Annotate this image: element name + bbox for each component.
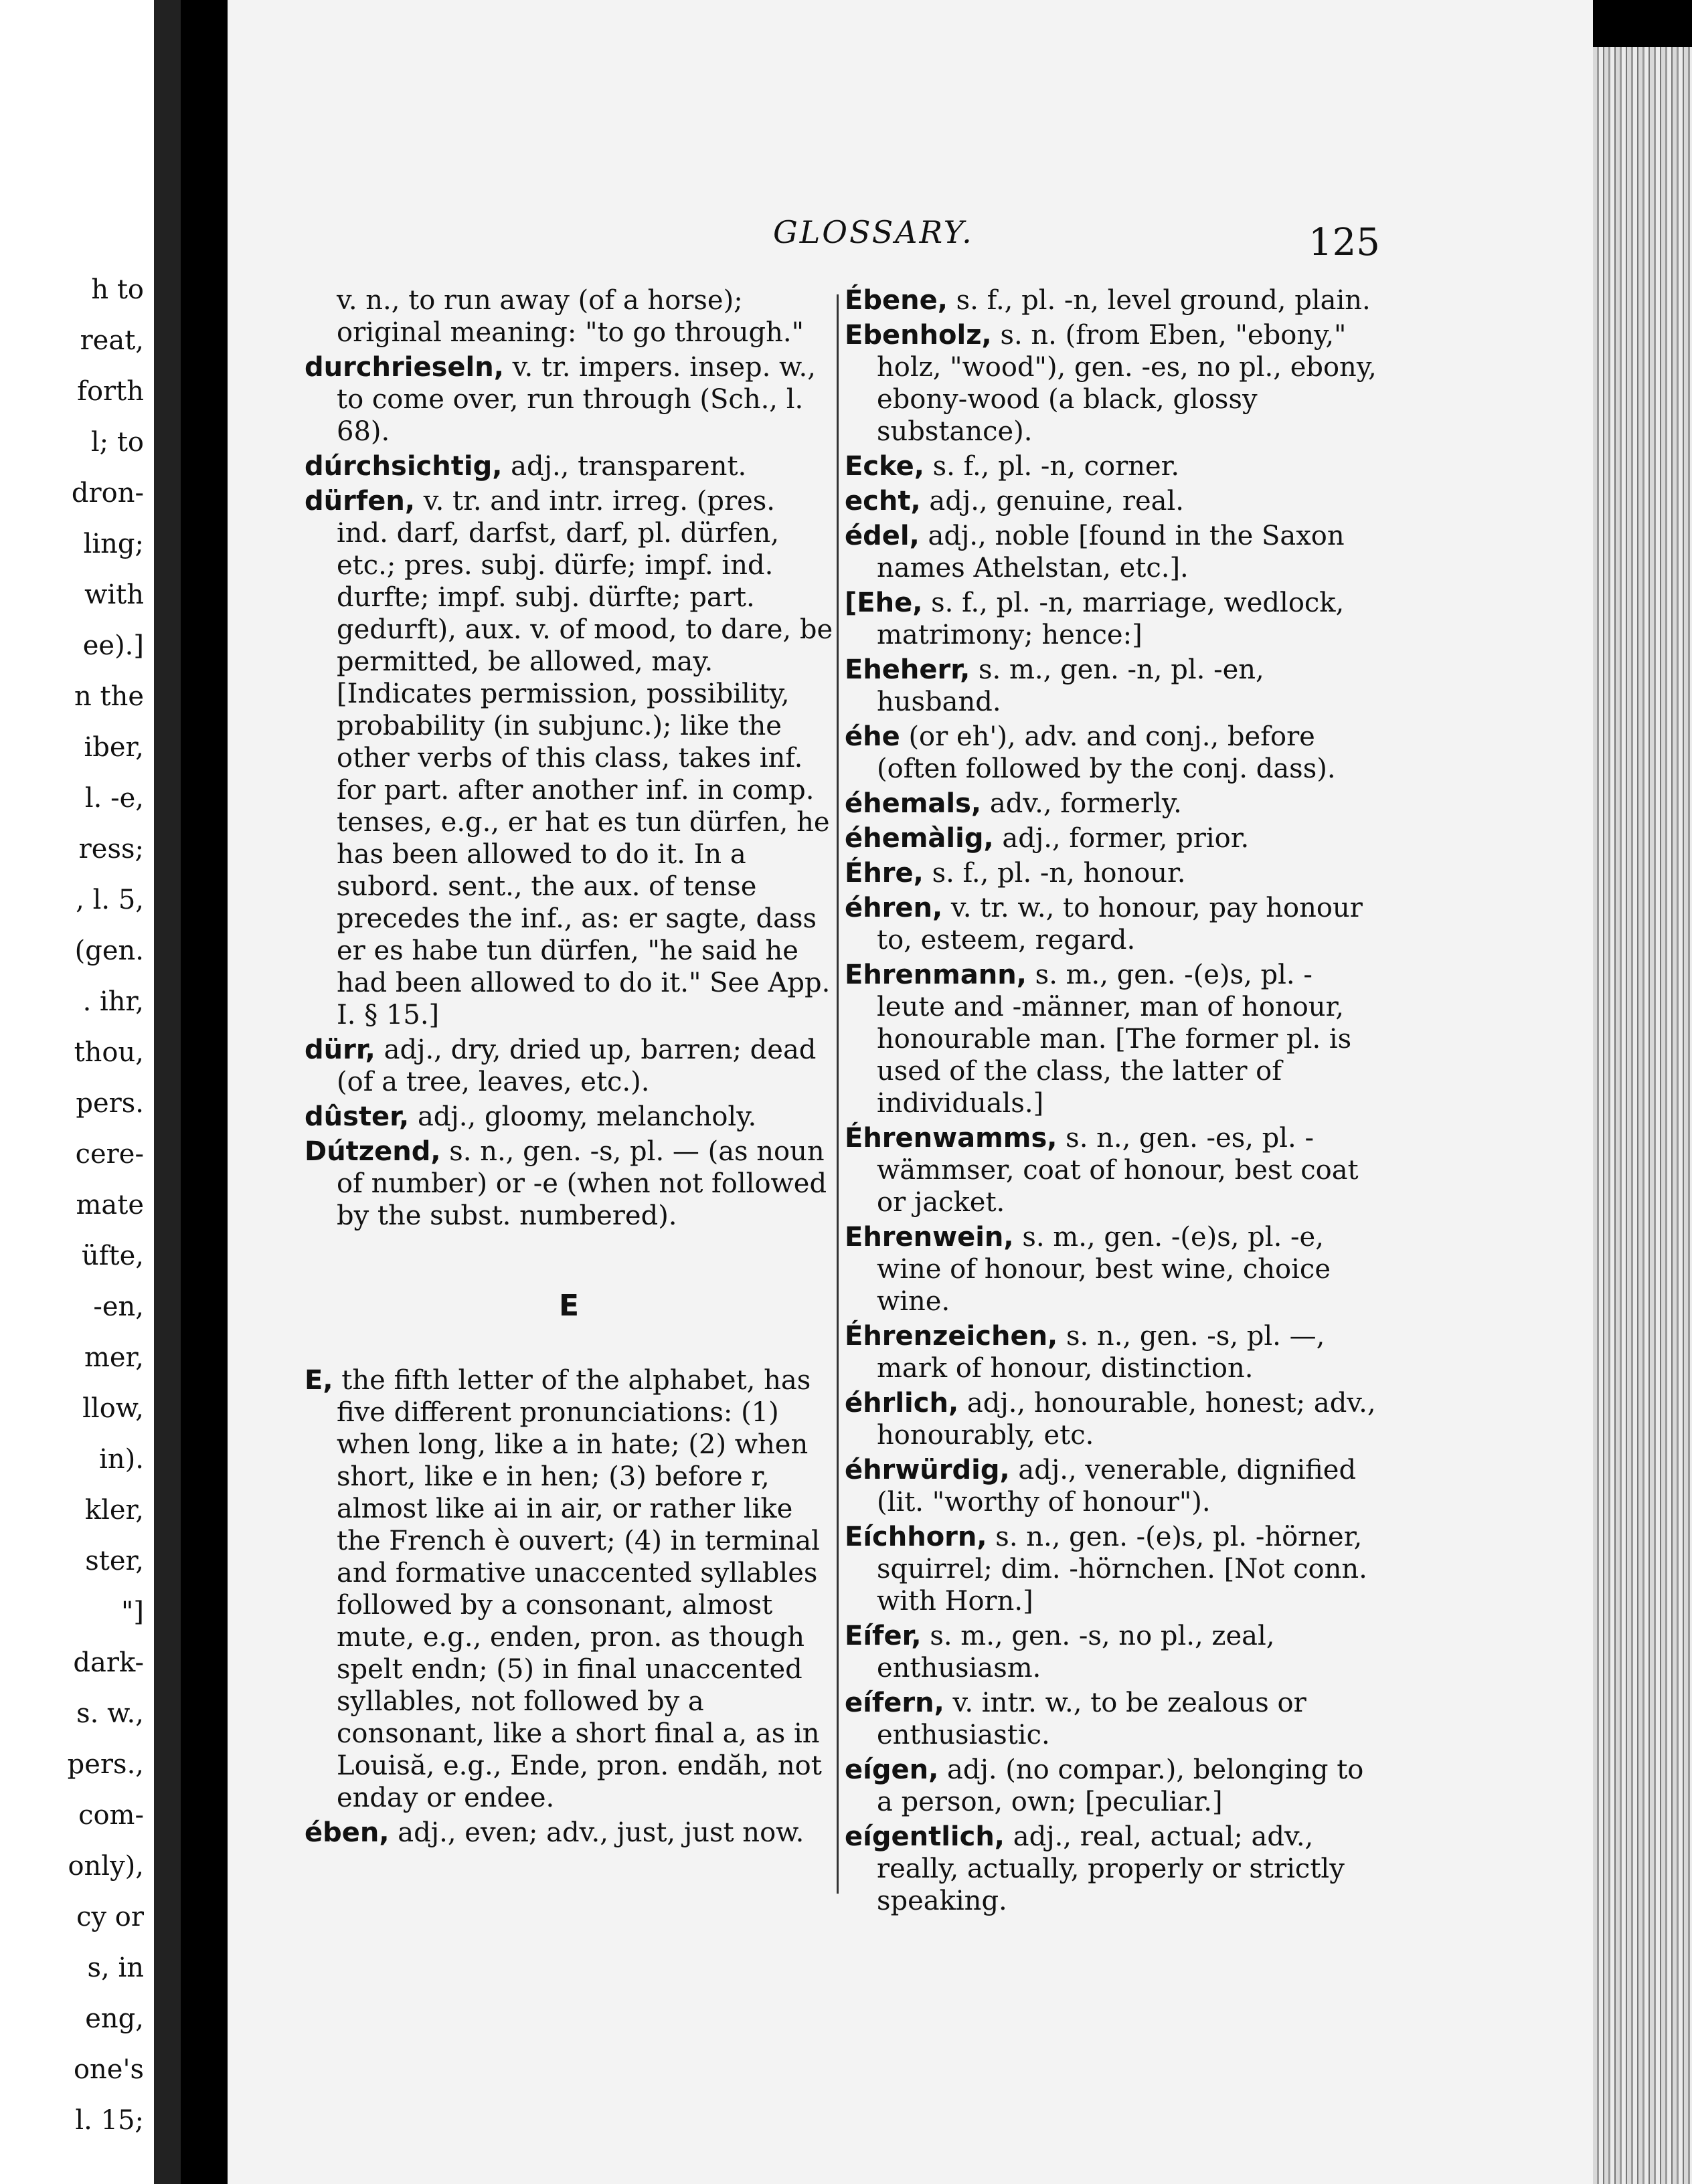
glossary-entry [845,959,1377,1119]
adjacent-page-line: l; to [90,427,144,458]
adjacent-page-line: dark- [73,1647,144,1678]
adjacent-page-line: ster, [85,1546,144,1576]
entry-definition: s. n. (from Eben, "ebony," holz, "wood"), gen. -es, no pl., ebony, ebony-wood (a black, glossy substance). [877,320,1377,447]
adjacent-page-line: üfte, [81,1241,144,1271]
entry-headword: Ecke, [845,451,924,482]
glossary-entry [845,587,1377,651]
glossary-entry [845,822,1377,854]
entry-headword: éhemàlig, [845,823,994,854]
glossary-entry [845,721,1377,785]
entry-definition: s. f., pl. -n, honour. [932,858,1186,889]
entry-headword: Éhrenwamms, [845,1123,1058,1154]
entry-headword: E, [305,1364,333,1396]
adjacent-page-line: l. 15; [75,2105,144,2136]
adjacent-page-line: mer, [84,1342,144,1373]
entry-definition: adj., honourable, honest; adv., honourably, etc. [877,1388,1376,1451]
glossary-entry [305,284,833,349]
entry-headword: édel, [845,521,920,551]
entry-definition: adj., transparent. [511,451,747,482]
glossary-entry [845,1387,1377,1451]
entry-definition: s. n., gen. -es, pl. -wämmser, coat of honour, best coat or jacket. [877,1123,1359,1218]
glossary-entry [845,1821,1377,1917]
entry-headword: eífern, [845,1688,944,1718]
adjacent-page-line: n the [74,681,144,712]
glossary-entry [845,788,1377,820]
glossary-entry [845,450,1377,482]
adjacent-page-line: "] [120,1597,144,1627]
glossary-entry [845,1320,1377,1384]
glossary-entry [305,1817,833,1849]
section-letter-heading: E [558,1289,580,1323]
entry-list [305,284,833,1232]
entry-definition: s. f., pl. -n, marriage, wedlock, matrimony; hence:] [877,587,1345,650]
entry-headword: echt, [845,486,921,517]
entry-definition: s. m., gen. -s, no pl., zeal, enthusiasm. [877,1621,1275,1683]
adjacent-page-line: ress; [78,834,144,864]
entry-headword: éhren, [845,893,943,923]
entry-headword: dúrchsichtig, [305,451,503,482]
glossary-entry [845,284,1377,316]
adjacent-page-line: eng, [85,2003,144,2034]
adjacent-page-line: in). [99,1444,144,1475]
adjacent-page-line: . ihr, [82,986,144,1017]
entry-definition: adj., even; adv., just, just now. [398,1817,805,1848]
adjacent-page-line: cere- [75,1139,144,1170]
entry-definition: adj., real, actual; adv., really, actually, properly or strictly speaking. [877,1821,1345,1916]
adjacent-page-line: mate [76,1190,144,1220]
entry-headword: Eheherr, [845,654,970,685]
glossary-entry [305,485,833,1031]
entry-headword: ében, [305,1817,390,1848]
adjacent-page-line: one's [73,2054,144,2085]
page-number: 125 [1308,221,1380,264]
adjacent-page-line: s. w., [76,1698,144,1729]
running-header: GLOSSARY. [773,214,974,250]
adjacent-page-line: (gen. [74,935,144,966]
adjacent-page-line: thou, [74,1037,144,1068]
entry-headword: éhrlich, [845,1388,959,1419]
entry-headword: Ébene, [845,285,948,316]
entry-headword: Éhrenzeichen, [845,1321,1058,1352]
entry-headword: Éhre, [845,858,924,889]
entry-headword: dürfen, [305,486,416,517]
adjacent-page-line: , l. 5, [76,885,144,915]
entry-definition: s. n., gen. -s, pl. — (as noun of number) or -e (when not followed by the subst. numbered). [337,1136,827,1231]
entry-definition: s. n., gen. -(e)s, pl. -hörner, squirrel; dim. -hörnchen. [Not conn. with Horn.] [877,1522,1367,1617]
entry-headword: durchrieseln, [305,352,504,383]
adjacent-page-line: -en, [93,1291,144,1322]
page-edges [1593,47,1692,2184]
entry-list [845,284,1377,1917]
glossary-entry [845,1620,1377,1684]
entry-definition: adj., venerable, dignified (lit. "worthy of honour"). [877,1455,1357,1518]
glossary-entry [845,857,1377,889]
adjacent-page-line: iber, [84,732,144,763]
entry-headword: Eífer, [845,1621,922,1651]
entry-definition: s. m., gen. -n, pl. -en, husband. [877,654,1264,717]
glossary-entry [305,1364,833,1814]
entry-headword: éhe [845,721,900,752]
glossary-entry [845,520,1377,584]
column-divider [837,294,839,1894]
entry-headword: éhemals, [845,788,982,819]
entry-definition: (or eh'), adv. and conj., before (often followed by the conj. dass). [877,721,1336,784]
glossary-entry [305,1101,833,1133]
glossary-entry [845,485,1377,517]
adjacent-page-line: pers. [76,1088,144,1119]
entry-definition: adj., gloomy, melancholy. [417,1101,757,1132]
glossary-entry [845,1122,1377,1218]
glossary-entry [305,1135,833,1232]
entry-headword: [Ehe, [845,587,923,618]
adjacent-page-fragment [0,0,181,2184]
adjacent-page-line: pers., [67,1749,144,1780]
book-gutter [154,0,181,2184]
adjacent-page-line: s, in [87,1952,144,1983]
entry-headword: eígentlich, [845,1821,1005,1852]
entry-headword: dürr, [305,1034,375,1065]
glossary-entry [845,1687,1377,1751]
glossary-column-left [305,284,833,1851]
adjacent-page-line: h to [91,274,144,305]
entry-headword: Ehrenwein, [845,1222,1014,1253]
glossary-entry [845,654,1377,718]
adjacent-page-line: forth [77,376,144,407]
adjacent-page-line: l. -e, [84,783,144,814]
entry-definition: v. tr. w., to honour, pay honour to, esteem, regard. [877,893,1363,955]
entry-definition: v. tr. and intr. irreg. (pres. ind. darf, darfst, darf, pl. dürfen, etc.; pres. subj. dürfe; impf. ind. durfte; impf. subj. dürfte; part. gedurft), aux. v. of mood, to dare, be permitted, be allowed, may. [Indicates permission, possibility, probability (in subjunc.); like the other verbs of this class, takes inf. for part. after another inf. in comp. tenses, e.g., er hat es tun dürfen, he has been allowed to do it. In a subord. sent., the aux. of tense precedes the inf., as: er sagte, dass er es habe tun dürfen, "he said he had been allowed to do it." See App. I. § 15.] [337,486,833,1030]
entry-definition: v. n., to run away (of a horse); original meaning: "to go through." [337,285,805,348]
entry-headword: éhrwürdig, [845,1455,1010,1485]
entry-definition: s. n., gen. -s, pl. —, mark of honour, distinction. [877,1321,1325,1384]
entry-definition: adj., dry, dried up, barren; dead (of a tree, leaves, etc.). [337,1034,817,1097]
glossary-entry [305,450,833,482]
entry-headword: Dútzend, [305,1136,441,1167]
entry-definition: s. m., gen. -(e)s, pl. -e, wine of honour, best wine, choice wine. [877,1222,1331,1317]
glossary-entry [845,1221,1377,1317]
adjacent-page-line: com- [78,1800,144,1831]
entry-definition: adv., formerly. [989,788,1182,819]
adjacent-page-line: dron- [71,478,144,509]
entry-headword: Eíchhorn, [845,1522,987,1552]
entry-headword: dûster, [305,1101,410,1132]
glossary-column-right [845,284,1377,1920]
glossary-entry [305,1034,833,1098]
entry-list [305,1364,833,1849]
entry-headword: Ebenholz, [845,320,992,351]
entry-definition: adj., genuine, real. [929,486,1184,517]
glossary-entry [845,1454,1377,1518]
entry-headword: Ehrenmann, [845,960,1027,990]
entry-definition: s. f., pl. -n, level ground, plain. [956,285,1371,316]
entry-definition: adj., noble [found in the Saxon names Athelstan, etc.]. [877,521,1345,583]
adjacent-page-line: only), [68,1851,144,1882]
adjacent-page-line: llow, [82,1393,144,1424]
entry-definition: s. m., gen. -(e)s, pl. -leute and -männer, man of honour, honourable man. [The former pl. is used of the class, the latter of individuals.] [877,960,1352,1119]
glossary-entry [845,1754,1377,1818]
entry-definition: s. f., pl. -n, corner. [932,451,1180,482]
glossary-entry [845,1521,1377,1617]
glossary-entry [305,351,833,448]
adjacent-page-line: reat, [80,325,144,356]
glossary-entry [845,892,1377,956]
entry-definition: the fifth letter of the alphabet, has five different pronunciations: (1) when long, like a in hate; (2) when short, like e in hen; (3) before r, almost like ai in air, or rather like the French è ouvert; (4) in terminal and formative unaccented syllables followed by a consonant, almost mute, e.g., enden, pron. as though spelt endn; (5) in final unaccented syllables, not followed by a consonant, like a short final a, as in Louisă, e.g., Ende, pron. endăh, not enday or endee. [337,1364,822,1813]
entry-definition: adj. (no compar.), belonging to a person, own; [peculiar.] [877,1754,1364,1817]
adjacent-page-line: kler, [84,1495,144,1526]
adjacent-page-line: with [84,579,144,610]
entry-definition: adj., former, prior. [1002,823,1250,854]
glossary-entry [845,319,1377,448]
entry-headword: eígen, [845,1754,939,1785]
adjacent-page-line: ling; [83,529,144,559]
entry-definition: v. tr. impers. insep. w., to come over, run through (Sch., l. 68). [337,352,816,447]
entry-definition: v. intr. w., to be zealous or enthusiastic. [877,1688,1306,1750]
adjacent-page-line: ee).] [82,630,144,661]
adjacent-page-line: cy or [76,1902,144,1932]
